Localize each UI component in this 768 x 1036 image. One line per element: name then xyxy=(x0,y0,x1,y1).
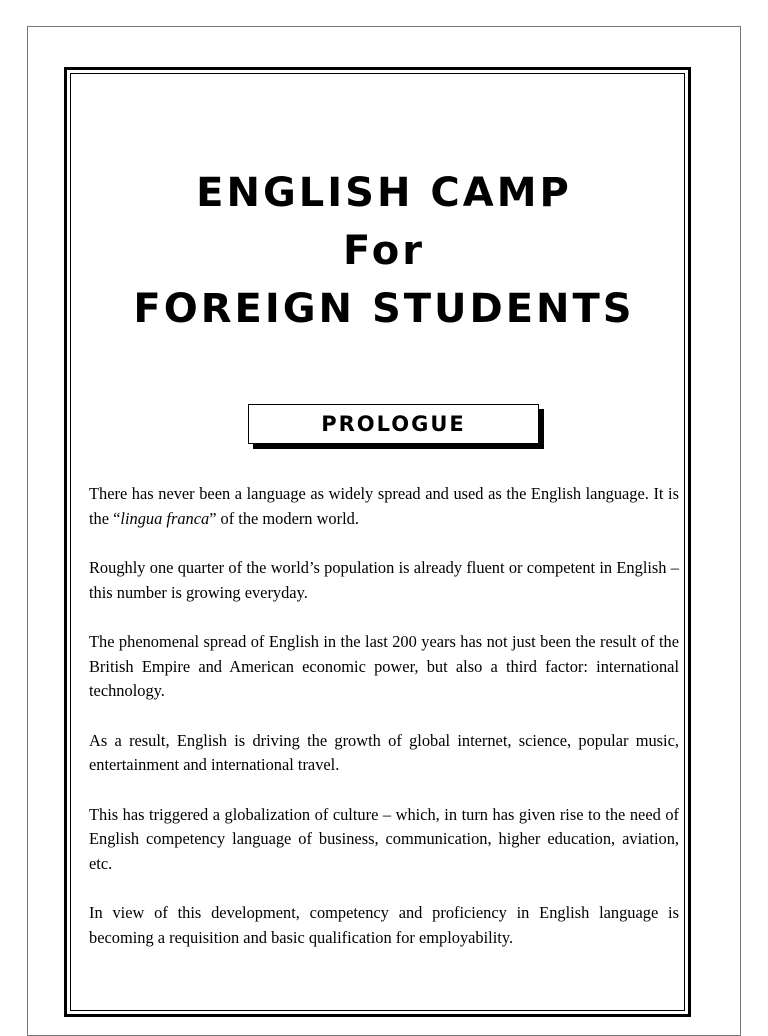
paragraph-2: Roughly one quarter of the world’s population is already fluent or competent in English – this number is growing everyday. xyxy=(89,558,679,602)
paragraph-6: In view of this development, competency and proficiency in English language is becoming a requisition and basic qualification for employability. xyxy=(89,903,679,947)
paragraph-4: As a result, English is driving the growth of global internet, science, popular music, entertainment and international travel. xyxy=(89,730,679,774)
title-line-3: FOREIGN STUDENTS xyxy=(133,286,635,332)
paragraph-3: The phenomenal spread of English in the last 200 years has not just been the result of the British Empire and American economic power, but also a third factor: international technology. xyxy=(89,632,679,700)
paragraph-1 xyxy=(89,482,679,531)
paragraph-1-italic: lingua franca xyxy=(120,508,210,528)
title-line-2: For xyxy=(343,228,425,274)
prologue-body xyxy=(89,482,679,975)
document-title xyxy=(64,164,704,338)
title-line-1: ENGLISH CAMP xyxy=(196,170,572,216)
prologue-heading: PROLOGUE xyxy=(321,412,466,436)
paragraph-1-after: ” of the modern world. xyxy=(209,508,359,528)
paragraph-5: This has triggered a globalization of culture – which, in turn has given rise to the need of English competency language of business, communication, higher education, aviation, etc. xyxy=(89,804,679,873)
paragraph-1-before: There has never been a language as widely spread and used as the English language. It is the “ xyxy=(89,484,679,528)
prologue-heading-box xyxy=(248,404,539,444)
